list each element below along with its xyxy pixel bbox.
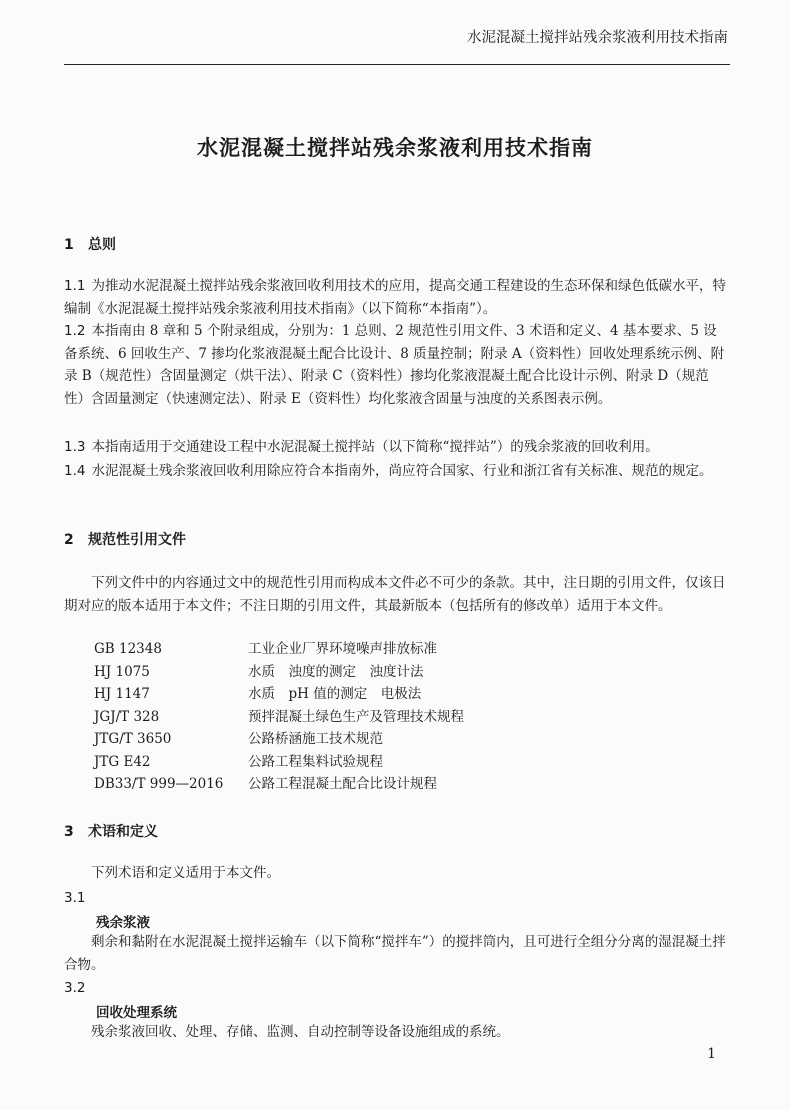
reference-code: JGJ/T 328 <box>94 708 160 725</box>
section-2-number: 2 <box>64 532 74 548</box>
reference-code: HJ 1147 <box>94 686 150 702</box>
term-definition: 残余浆液回收、处理、存储、监测、自动控制等设备设施组成的系统。 <box>91 1024 510 1040</box>
section-1-title: 总则 <box>88 237 116 253</box>
reference-row <box>94 638 464 661</box>
clause-text: 为推动水泥混凝土搅拌站残余浆液回收利用技术的应用，提高交通工程建设的生态环保和绿色低碳水平，特编制《水泥混凝土搅拌站残余浆液利用技术指南》（以下简称“本指南”）。 <box>64 278 726 317</box>
clause-1-1 <box>64 275 728 320</box>
reference-code: HJ 1075 <box>94 663 150 680</box>
section-3-number: 3 <box>64 824 74 840</box>
term-name: 回收处理系统 <box>96 1005 177 1021</box>
reference-code: JTG/T 3650 <box>94 731 172 747</box>
clause-1-4 <box>64 460 728 483</box>
clause-text: 本指南由 8 章和 5 个附录组成，分别为：1 总则、2 规范性引用文件、3 术语和定义、4 基本要求、5 设备系统、6 回收生产、7 掺均化浆液混凝土配合比设计、8 质量控制；附录 A（资料性）回收处理系统示例、附录 B（规范性）含固量测定（烘干法）、附录 C（资料性）掺均化浆液混凝土配合比设计示例、附录 D（规范性）含固量测定（快速测定法）、附录 E（资料性）均化浆液含固量与浊度的关系图表示例。 <box>64 323 725 407</box>
reference-title: 水质 浊度的测定 浊度计法 <box>248 663 424 680</box>
section-2-intro: 下列文件中的内容通过文中的规范性引用而构成本文件必不可少的条款。其中，注日期的引用文件，仅该日期对应的版本适用于本文件；不注日期的引用文件，其最新版本（包括所有的修改单）适用于本文件。 <box>64 575 726 614</box>
reference-title: 公路工程集料试验规程 <box>248 753 383 770</box>
reference-code: DB33/T 999—2016 <box>94 776 224 792</box>
clause-number: 1.1 <box>64 278 86 294</box>
term-number: 3.1 <box>64 890 86 906</box>
reference-row <box>94 773 464 796</box>
reference-title: 水质 pH 值的测定 电极法 <box>248 686 422 702</box>
clause-number: 1.4 <box>64 463 86 479</box>
reference-row <box>94 706 464 729</box>
reference-row <box>94 751 464 774</box>
page-number: 1 <box>707 1046 716 1062</box>
term-definition: 剩余和黏附在水泥混凝土搅拌运输车（以下简称“搅拌车”）的搅拌筒内，且可进行全组分分离的湿混凝土拌合物。 <box>64 934 726 973</box>
term-number: 3.2 <box>64 980 86 996</box>
clause-number: 1.3 <box>64 439 86 455</box>
reference-title: 公路桥涵施工技术规范 <box>248 731 383 747</box>
reference-title: 公路工程混凝土配合比设计规程 <box>248 776 437 792</box>
section-2-title: 规范性引用文件 <box>88 532 186 548</box>
reference-row <box>94 728 464 751</box>
clause-1-3 <box>64 436 728 459</box>
clause-text: 水泥混凝土残余浆液回收利用除应符合本指南外，尚应符合国家、行业和浙江省有关标准、规范的规定。 <box>91 463 713 479</box>
section-3-title: 术语和定义 <box>88 824 158 840</box>
normative-references-list <box>94 638 464 796</box>
running-header: 水泥混凝土搅拌站残余浆液利用技术指南 <box>467 30 728 46</box>
reference-code: JTG E42 <box>94 753 151 770</box>
section-2-heading <box>64 529 186 549</box>
clause-1-2 <box>64 320 728 410</box>
document-title: 水泥混凝土搅拌站残余浆液利用技术指南 <box>197 136 593 160</box>
section-3-heading <box>64 821 158 841</box>
section-1-heading <box>64 234 116 254</box>
clause-number: 1.2 <box>64 323 86 339</box>
reference-title: 预拌混凝土绿色生产及管理技术规程 <box>248 708 464 725</box>
section-3-intro: 下列术语和定义适用于本文件。 <box>91 865 280 881</box>
reference-code: GB 12348 <box>94 641 162 657</box>
reference-row <box>94 683 464 706</box>
term-name: 残余浆液 <box>96 915 150 931</box>
section-1-number: 1 <box>64 237 74 253</box>
reference-title: 工业企业厂界环境噪声排放标准 <box>248 641 437 657</box>
header-rule <box>64 64 730 65</box>
clause-text: 本指南适用于交通建设工程中水泥混凝土搅拌站（以下简称“搅拌站”）的残余浆液的回收利用。 <box>91 439 659 455</box>
reference-row <box>94 661 464 684</box>
